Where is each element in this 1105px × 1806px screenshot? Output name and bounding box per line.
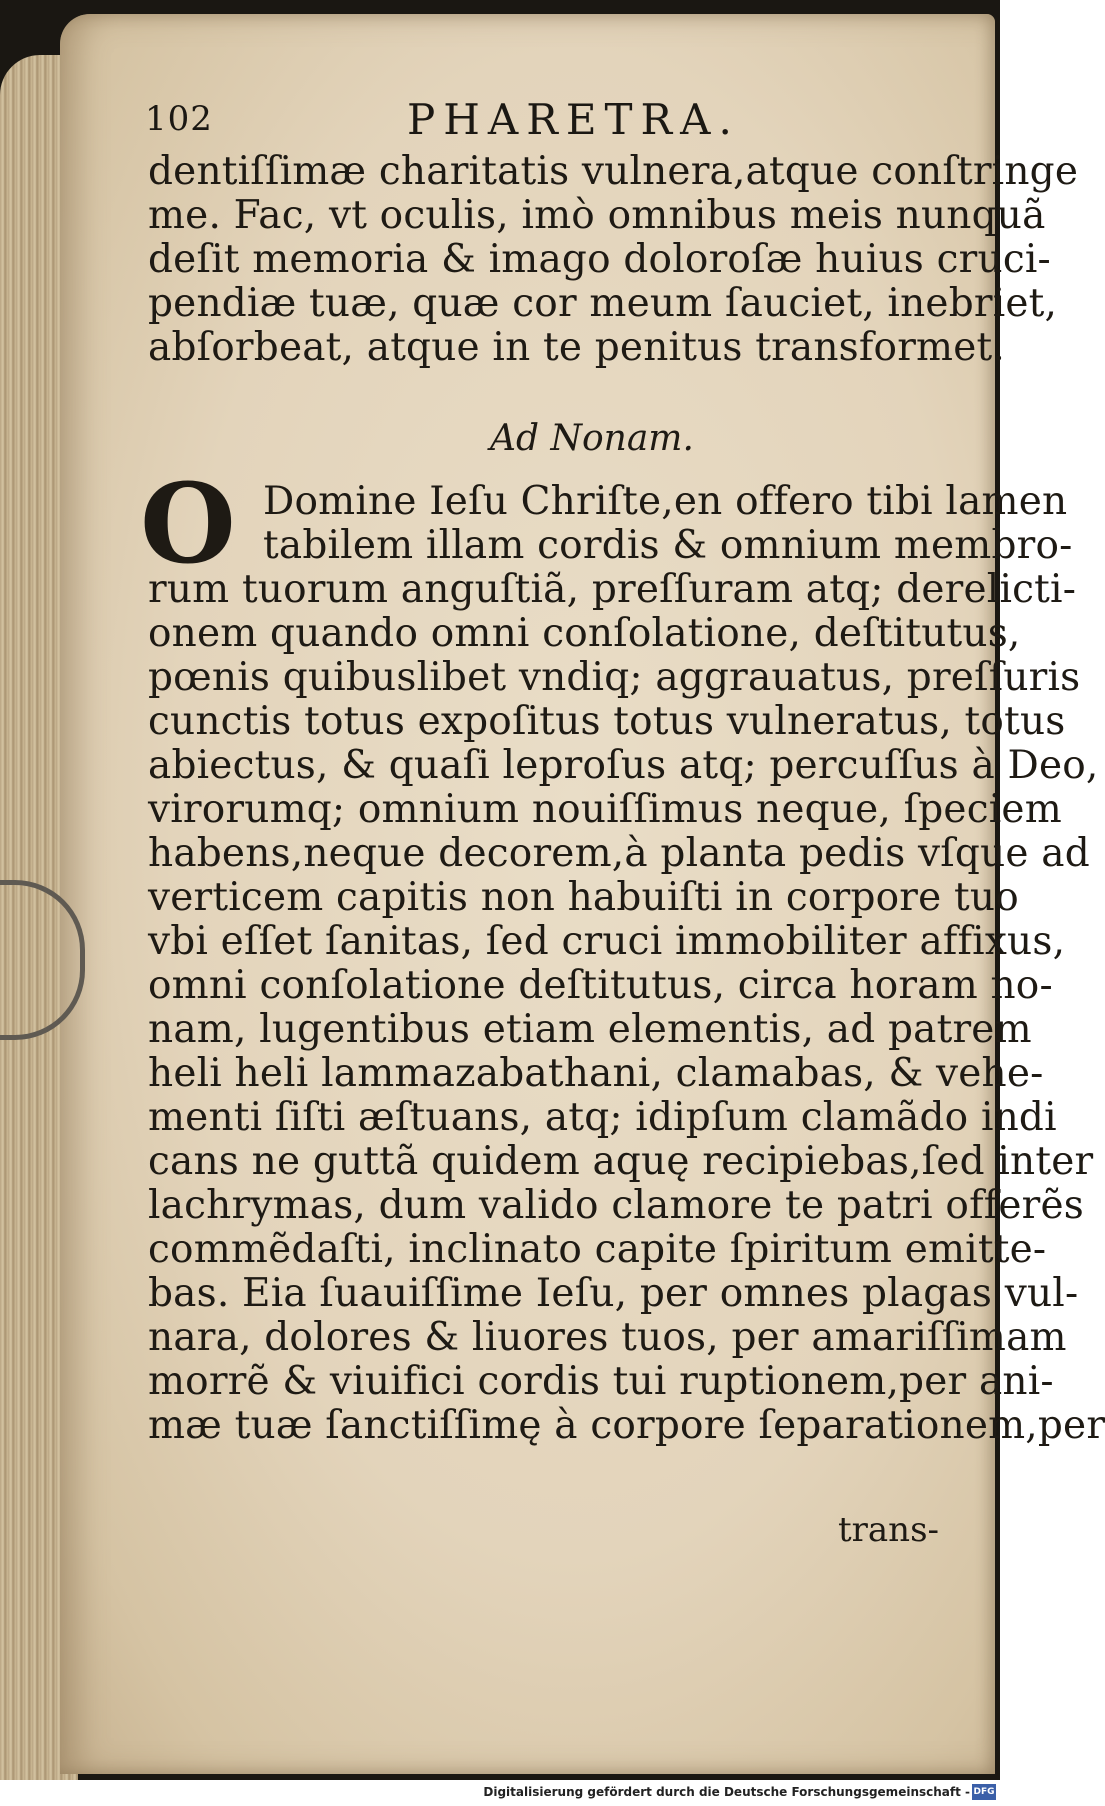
text-line: menti ſiſti æſtuans, atq; idipſum clamãdo indi	[148, 1095, 1057, 1140]
section-heading: Ad Nonam.	[490, 418, 694, 459]
text-line: tabilem illam cordis & omnium membro-	[263, 523, 1073, 568]
page-number: 102	[145, 99, 213, 139]
text-line: dentiſſimæ charitatis vulnera,atque conſtringe	[148, 149, 1079, 194]
text-line: mæ tuæ ſanctiſſimę à corpore ſeparationem,per	[148, 1403, 1105, 1448]
text-line: nam, lugentibus etiam elementis, ad patrem	[148, 1007, 1032, 1052]
prayer-paragraph	[140, 459, 1105, 1448]
text-line: heli heli lammazabathani, clamabas, & vehe-	[148, 1051, 1044, 1096]
text-line: commẽdaſti, inclinato capite ſpiritum emitte-	[148, 1227, 1047, 1272]
text-line: cans ne guttã quidem aquę recipiebas,ſed inter	[148, 1139, 1094, 1184]
text-line: bas. Eia ſuauiſſime Ieſu, per omnes plagas vul-	[148, 1271, 1079, 1316]
funding-credit: Digitalisierung gefördert durch die Deutsche Forschungsgemeinschaft -	[483, 1785, 970, 1799]
text-line: verticem capitis non habuiſti in corpore tuo	[148, 875, 1019, 920]
text-line: onem quando omni conſolatione, deſtitutus,	[148, 611, 1021, 656]
text-line: me. Fac, vt oculis, imò omnibus meis nunquã	[148, 193, 1046, 238]
drop-cap: O	[140, 459, 236, 588]
continued-text-block	[148, 149, 1079, 370]
text-line: nara, dolores & liuores tuos, per amariſſimam	[148, 1315, 1067, 1360]
text-line: vbi eſſet ſanitas, ſed cruci immobiliter affixus,	[148, 919, 1066, 964]
running-title: PHARETRA.	[407, 95, 740, 144]
text-line: cunctis totus expoſitus totus vulneratus, totus	[148, 699, 1066, 744]
text-line: rum tuorum anguſtiã, preſſuram atq; derelicti-	[148, 567, 1077, 612]
page-header	[145, 95, 965, 155]
text-line: omni conſolatione deſtitutus, circa horam no-	[148, 963, 1053, 1008]
text-line: abſorbeat, atque in te penitus transformet.	[148, 325, 1005, 370]
text-line: pœnis quibuslibet vndiq; aggrauatus, preſſuris	[148, 655, 1081, 700]
catchword: trans-	[838, 1510, 940, 1550]
text-line: pendiæ tuæ, quæ cor meum ſauciet, inebriet,	[148, 281, 1058, 326]
text-line: virorumq; omnium nouiſſimus neque, ſpeciem	[148, 787, 1062, 832]
digitization-footer	[0, 1780, 1000, 1806]
text-line: Domine Ieſu Chriſte,en offero tibi lamen	[263, 479, 1068, 524]
text-line: deſit memoria & imago doloroſæ huius cruci-	[148, 237, 1051, 282]
dfg-logo: DFG	[972, 1784, 996, 1800]
text-line: morrẽ & viuifici cordis tui ruptionem,per ani-	[148, 1359, 1054, 1404]
text-line: habens,neque decorem,à planta pedis vſque ad	[148, 831, 1090, 876]
text-line: lachrymas, dum valido clamore te patri offerẽs	[148, 1183, 1085, 1228]
text-line: abiectus, & quaſi leproſus atq; percuſſus à Deo,	[148, 743, 1099, 788]
